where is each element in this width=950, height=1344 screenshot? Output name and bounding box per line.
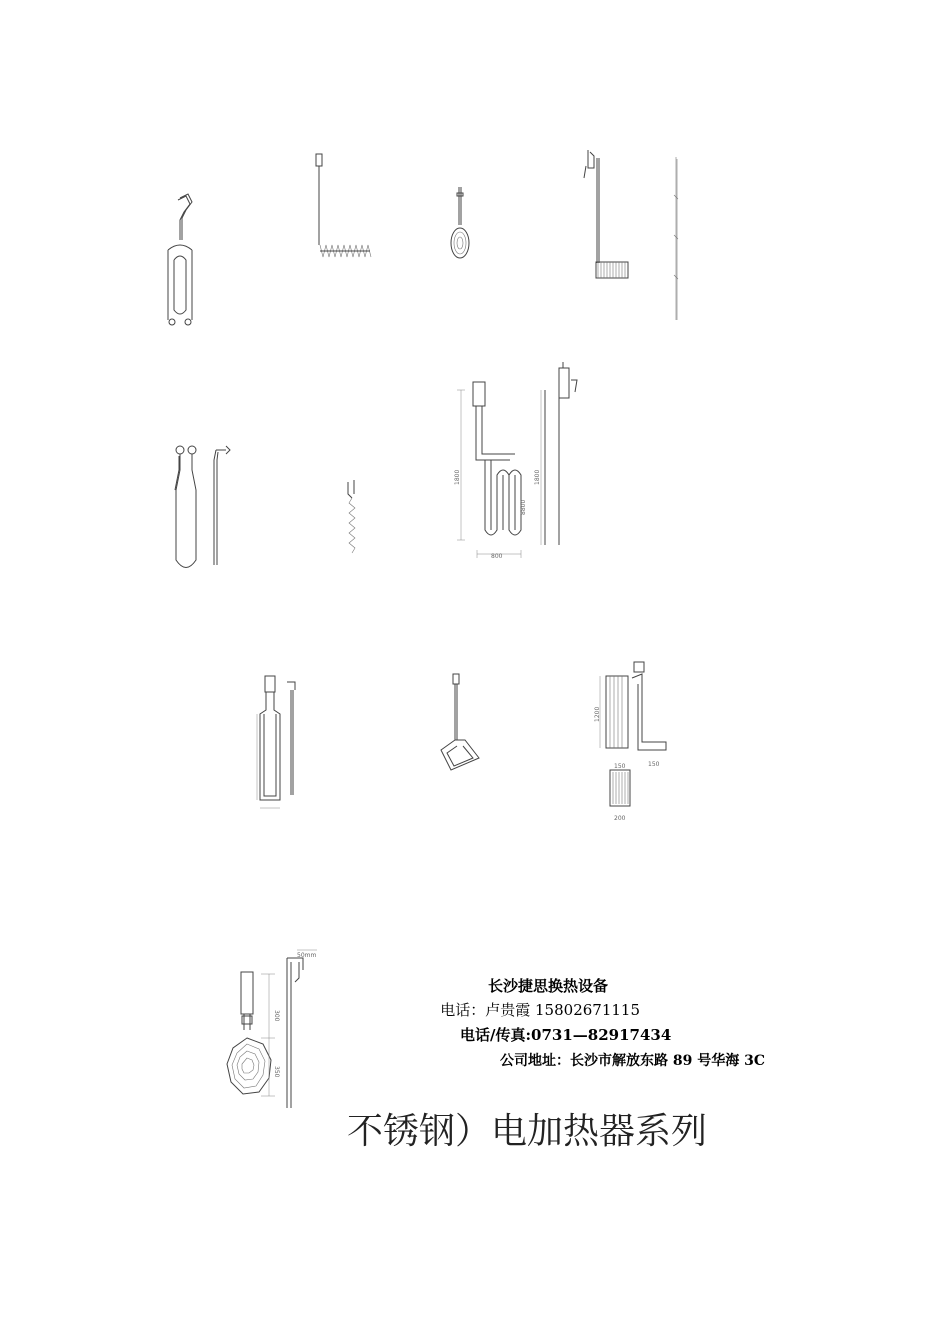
fig6-width-label: 800 — [491, 553, 503, 560]
heater-drawing-u-tube — [160, 190, 200, 330]
address-clip — [500, 1050, 805, 1072]
fax-number: 电话/传真:0731—82917434 — [460, 1026, 672, 1044]
series-title-clip — [346, 1103, 707, 1153]
company-name: 长沙捷思换热设备 — [488, 977, 609, 995]
heater-drawing-coil-tail — [310, 150, 375, 265]
fig6-mid-label: 8800 — [520, 499, 527, 515]
contact-phone: 电话：卢贵霞 15802671115 — [440, 1001, 640, 1019]
heater-drawing-straight-side — [535, 360, 585, 550]
heater-drawing-long-coil — [580, 148, 640, 288]
fig12-a-label: 300 — [273, 1010, 280, 1022]
fig11-side-label: 150 — [648, 761, 660, 768]
fig11-bottom-label: 150 — [614, 763, 626, 770]
fig12-top-label: 50mm — [297, 952, 317, 959]
heater-drawing-rod-side — [670, 155, 682, 325]
company-address: 公司地址：长沙市解放东路 89 号华海 3C — [500, 1053, 765, 1069]
heater-drawing-octagon-spiral — [225, 948, 320, 1123]
heater-drawing-narrow-loop — [255, 670, 305, 815]
fig11-top-label: 1200 — [594, 706, 601, 722]
contact-phone-clip — [410, 999, 640, 1021]
heater-drawing-twisted-rod — [340, 478, 364, 563]
heater-drawing-spiral-disc — [448, 185, 473, 265]
heater-drawing-angled-loop — [435, 670, 485, 780]
fig11-base-label: 200 — [614, 815, 626, 822]
fig12-b-label: 350 — [273, 1066, 280, 1078]
heater-drawing-bundle — [594, 660, 678, 825]
fig7-height-label: 1800 — [534, 469, 541, 485]
heater-drawing-hairpin — [170, 440, 240, 575]
series-title: 不锈钢）电加热器系列 — [346, 1111, 707, 1152]
heater-drawing-serpentine — [455, 380, 535, 565]
fig6-height-label: 1800 — [454, 469, 461, 485]
